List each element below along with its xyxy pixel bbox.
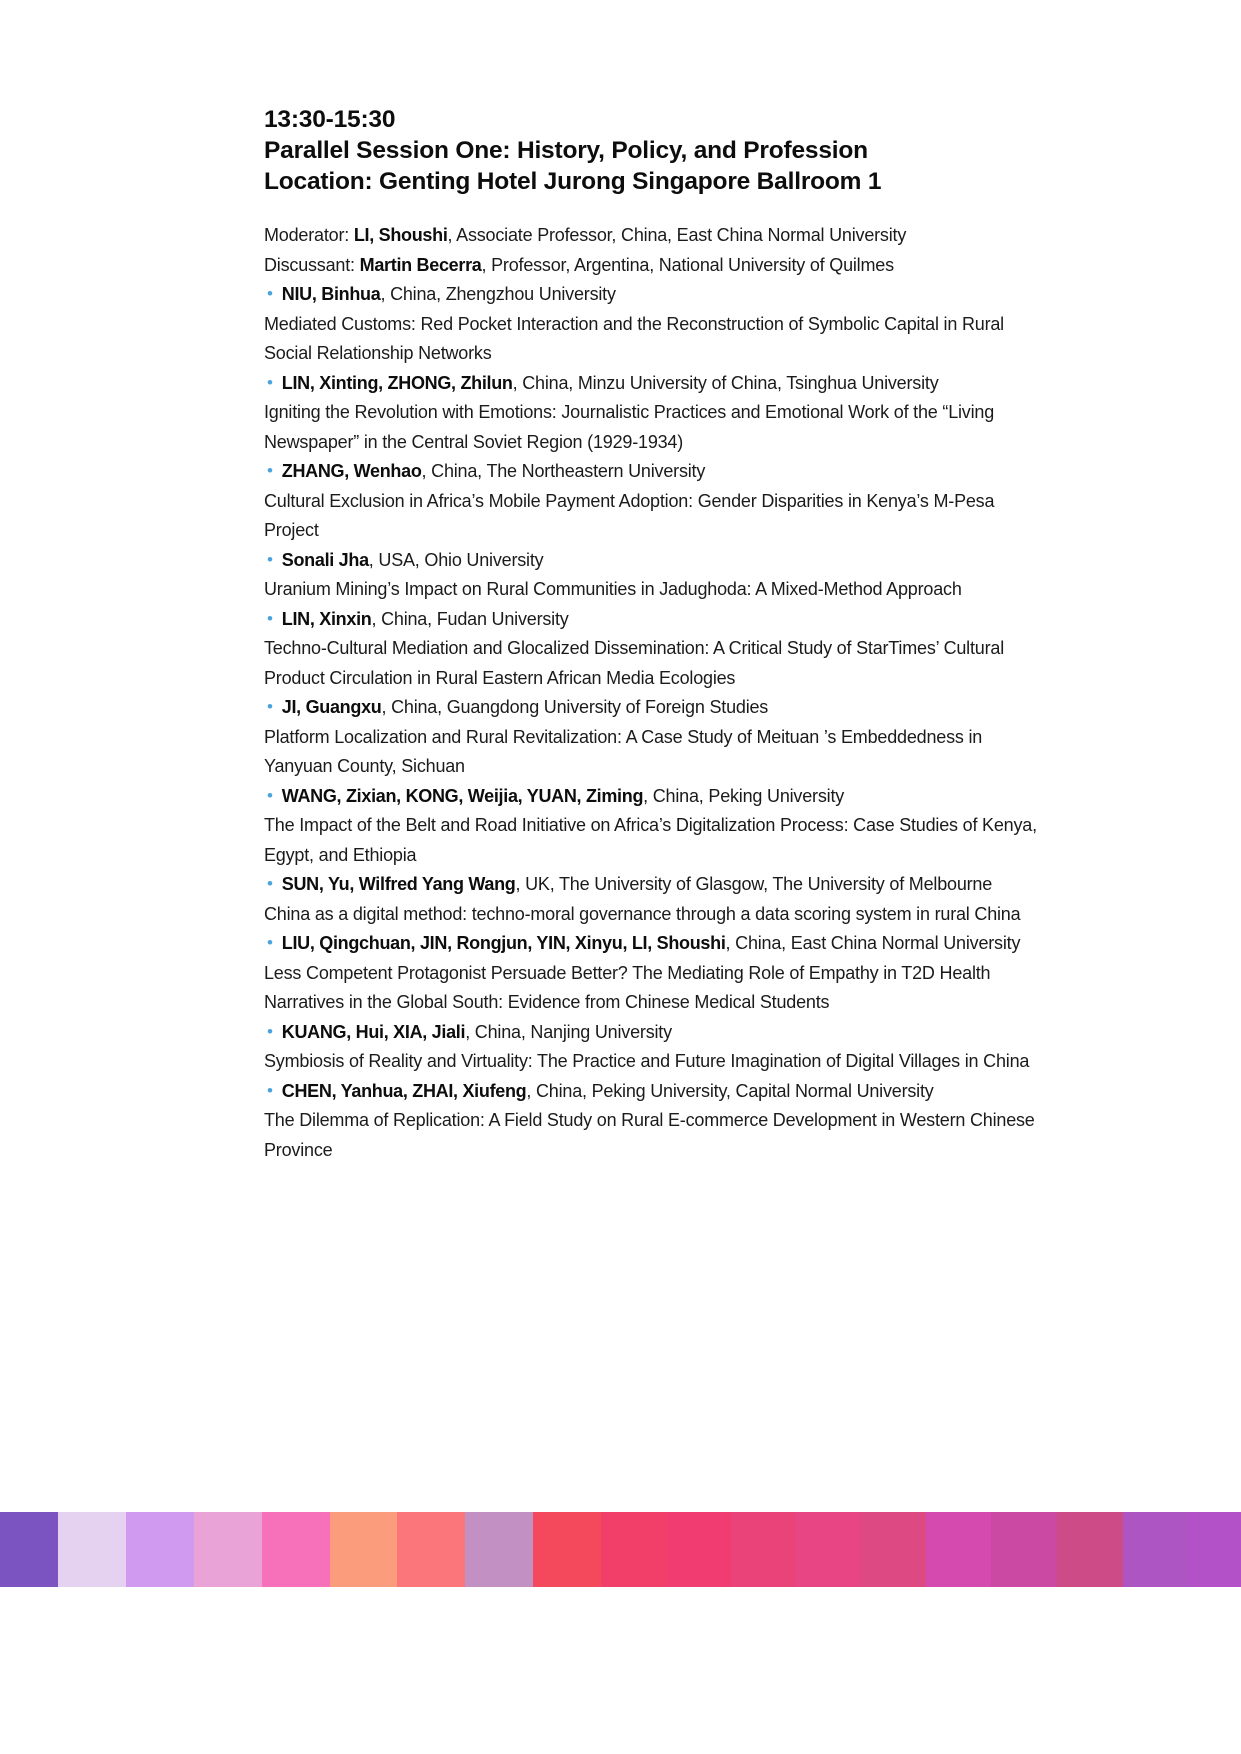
presentation-item	[264, 693, 1044, 782]
presentation-title: Mediated Customs: Red Pocket Interaction and the Reconstruction of Symbolic Capital in Rural Social Relationship Networks	[264, 313, 1004, 363]
presentation-authors-line	[264, 369, 1044, 399]
presentation-details: , China, Minzu University of China, Tsinghua University	[512, 372, 939, 393]
session-title: Parallel Session One: History, Policy, and Profession	[264, 137, 868, 164]
presentation-title: Platform Localization and Rural Revitalization: A Case Study of Meituan ’s Embeddedness in Yanyuan County, Sichuan	[264, 726, 983, 776]
bullet-icon: •	[267, 608, 273, 628]
role-line	[264, 221, 1044, 251]
presentation-authors: WANG, Zixian, KONG, Weijia, YUAN, Ziming	[281, 785, 644, 806]
presentation-details: , USA, Ohio University	[368, 549, 544, 570]
session-time: 13:30-15:30	[264, 106, 396, 133]
bullet-icon: •	[267, 1021, 273, 1041]
presentation-details: , China, Zhengzhou University	[380, 284, 616, 304]
session-location: Location: Genting Hotel Jurong Singapore Ballroom 1	[264, 168, 882, 195]
presentation-authors-line	[264, 693, 1044, 723]
stripe-segment	[126, 1512, 194, 1587]
presentation-authors: NIU, Binhua	[281, 284, 381, 304]
presentation-authors: SUN, Yu, Wilfred Yang Wang	[281, 874, 516, 894]
presentation-authors: LIN, Xinxin	[281, 608, 372, 629]
presentation-details: , China, Fudan University	[371, 608, 569, 629]
presentation-title: The Dilemma of Replication: A Field Study on Rural E-commerce Development in Western Chinese Province	[264, 1110, 1035, 1160]
presentation-authors: KUANG, Hui, XIA, Jiali	[281, 1021, 466, 1042]
presentation-details: , UK, The University of Glasgow, The University of Melbourne	[515, 874, 993, 894]
presentation-authors: JI, Guangxu	[281, 697, 382, 717]
presentation-authors-line	[264, 782, 1044, 812]
presentation-authors-line	[264, 457, 1044, 487]
presentation-title: China as a digital method: techno-moral governance through a data scoring system in rural China	[264, 903, 1021, 924]
presentation-authors-line	[264, 929, 1044, 959]
presentation-title: Igniting the Revolution with Emotions: Journalistic Practices and Emotional Work of the “Living Newspaper” in the Central Soviet Region (1929-1934)	[264, 402, 995, 452]
presentation-authors: CHEN, Yanhua, ZHAI, Xiufeng	[281, 1080, 527, 1101]
bullet-icon: •	[267, 785, 273, 805]
stripe-segment	[465, 1512, 533, 1587]
presentation-item	[264, 1018, 1044, 1077]
presentation-authors: Sonali Jha	[281, 549, 369, 570]
stripe-segment	[1057, 1512, 1123, 1587]
role-details: , Professor, Argentina, National University of Quilmes	[481, 254, 894, 275]
presentation-title: Techno-Cultural Mediation and Glocalized Dissemination: A Critical Study of StarTimes’ Cultural Product Circulation in Rural Eastern African Media Ecologies	[264, 638, 1004, 688]
presentation-item	[264, 457, 1044, 546]
role-name: Martin Becerra	[359, 254, 482, 275]
stripe-segment	[926, 1512, 991, 1587]
stripe-segment	[1123, 1512, 1188, 1587]
stripe-segment	[991, 1512, 1057, 1587]
presentation-authors-line	[264, 280, 1044, 310]
stripe-segment	[861, 1512, 926, 1587]
presentation-item	[264, 782, 1044, 871]
role-name: LI, Shoushi	[353, 225, 448, 245]
presentation-item	[264, 369, 1044, 458]
presentation-authors-line	[264, 605, 1044, 635]
stripe-segment	[666, 1512, 731, 1587]
bullet-icon: •	[267, 874, 273, 893]
stripe-segment	[397, 1512, 465, 1587]
stripe-segment	[1188, 1512, 1241, 1587]
stripe-segment	[731, 1512, 796, 1587]
presentation-authors: ZHANG, Wenhao	[281, 461, 422, 481]
presentation-details: , China, East China Normal University	[725, 933, 1021, 953]
stripe-segment	[330, 1512, 397, 1587]
presentation-title: The Impact of the Belt and Road Initiative on Africa’s Digitalization Process: Case Studies of Kenya, Egypt, and Ethiopia	[264, 815, 1037, 865]
bullet-icon: •	[267, 549, 273, 569]
presentation-authors-line	[264, 546, 1044, 576]
footer-stripe	[0, 1512, 1241, 1587]
stripe-segment	[0, 1512, 58, 1587]
presentation-details: , China, Guangdong University of Foreign Studies	[381, 697, 769, 717]
presentation-authors-line	[264, 1077, 1044, 1107]
presentation-item	[264, 870, 1044, 929]
stripe-segment	[796, 1512, 861, 1587]
stripe-segment	[262, 1512, 330, 1587]
stripe-segment	[533, 1512, 601, 1587]
presentation-details: , China, Nanjing University	[465, 1021, 672, 1042]
presentation-item	[264, 280, 1044, 369]
bullet-icon: •	[267, 1080, 273, 1100]
roles-list	[264, 221, 1044, 280]
role-details: , Associate Professor, China, East China Normal University	[447, 225, 907, 245]
presentation-authors-line	[264, 870, 1044, 900]
bullet-icon: •	[267, 284, 273, 303]
bullet-icon: •	[267, 697, 273, 716]
stripe-segment	[194, 1512, 262, 1587]
presentation-title: Symbiosis of Reality and Virtuality: The Practice and Future Imagination of Digital Villages in China	[264, 1051, 1030, 1071]
bullet-icon: •	[267, 933, 273, 952]
presentation-item	[264, 605, 1044, 694]
presentation-details: , China, Peking University	[643, 785, 845, 806]
presentations-list	[264, 280, 1044, 1165]
presentation-title: Cultural Exclusion in Africa’s Mobile Payment Adoption: Gender Disparities in Kenya’s M-Pesa Project	[264, 490, 995, 540]
presentation-details: , China, Peking University, Capital Normal University	[526, 1080, 934, 1101]
presentation-item	[264, 546, 1044, 605]
role-label: Moderator:	[264, 225, 354, 245]
role-label: Discussant:	[264, 254, 360, 275]
bullet-icon: •	[267, 461, 273, 480]
presentation-title: Uranium Mining’s Impact on Rural Communities in Jadughoda: A Mixed-Method Approach	[264, 579, 962, 599]
presentation-authors: LIN, Xinting, ZHONG, Zhilun	[281, 372, 513, 393]
presentation-details: , China, The Northeastern University	[421, 461, 706, 481]
session-header	[264, 104, 1064, 197]
stripe-segment	[58, 1512, 126, 1587]
presentation-authors-line	[264, 1018, 1044, 1048]
presentation-title: Less Competent Protagonist Persuade Better? The Mediating Role of Empathy in T2D Health Narratives in the Global South: Evidence from Chinese Medical Students	[264, 962, 991, 1012]
presentation-item	[264, 929, 1044, 1018]
stripe-segment	[601, 1512, 666, 1587]
role-line	[264, 251, 1044, 281]
presentation-authors: LIU, Qingchuan, JIN, Rongjun, YIN, Xinyu, LI, Shoushi	[281, 933, 726, 953]
session-body	[264, 221, 1044, 1165]
presentation-item	[264, 1077, 1044, 1166]
bullet-icon: •	[267, 372, 273, 392]
